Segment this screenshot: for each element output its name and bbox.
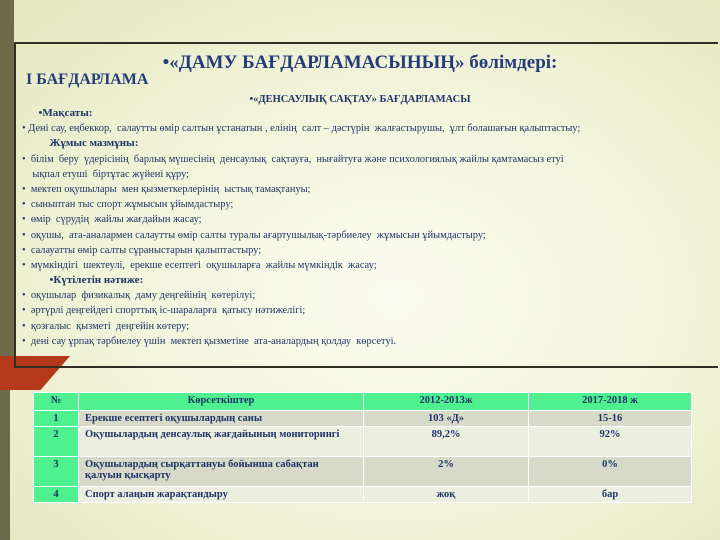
row-number: 4 (34, 487, 79, 503)
indicator-name: Оқушылардың денсаулық жағдайының мониторингі (79, 427, 364, 457)
table-header-row (34, 393, 692, 411)
value-2012-2013: 89,2% (364, 427, 529, 457)
list-item: • Дені сау, еңбеккор, салаутты өмір салтын ұстанатын , елінің салт – дәстүрін жалғастырушы, ұлт болашағын қалыптастыу; (22, 123, 581, 135)
value-2012-2013: 2% (364, 457, 529, 487)
col-2017-2018: 2017-2018 ж (529, 393, 692, 411)
section-heading: Жұмыс мазмұны: (22, 137, 139, 150)
section-heading: •Мақсаты: (22, 107, 93, 119)
list-item: • салауатты өмір салты сұраныстарын қалыптастыру; (22, 244, 262, 256)
program-text (22, 106, 580, 349)
list-item: • оқушы, ата-аналармен салаутты өмір салты туралы ағартушылық-тәрбиелеу жұмысын ұйымдастыру; (22, 229, 486, 241)
indicator-name: Спорт алаңын жарақтандыру (79, 487, 364, 503)
value-2012-2013: 103 «Д» (364, 411, 529, 427)
section-heading: •Күтілетін нәтиже: (22, 274, 144, 287)
list-item: • мектеп оқушылары мен қызметкерлерінің ыстық тамақтануы; (22, 183, 311, 195)
indicators-table (33, 392, 692, 503)
list-item: • өмір сүрудің жайлы жағдайын жасау; (22, 214, 202, 226)
row-number: 3 (34, 457, 79, 487)
value-2017-2018: 0% (529, 457, 692, 487)
row-number: 2 (34, 427, 79, 457)
list-item: • оқушылар физикалық даму деңгейінің көтерілуі; (22, 290, 256, 302)
indicator-name: Оқушылардың сырқаттануы бойынша сабақтан қалуын қысқарту (79, 457, 364, 487)
program-subtitle: •«ДЕНСАУЛЫҚ САҚТАУ» БАҒДАРЛАМАСЫ (249, 94, 471, 105)
decorative-strip-lower (0, 390, 10, 540)
value-2017-2018: бар (529, 487, 692, 503)
list-item: ықпал етуші біртұтас жүйені құру; (22, 168, 190, 180)
value-2017-2018: 15-16 (529, 411, 692, 427)
value-2017-2018: 92% (529, 427, 692, 457)
slide-title: •«ДАМУ БАҒДАРЛАМАСЫНЫҢ» бөлімдері: (162, 52, 558, 73)
program-heading: І БАҒДАРЛАМА (26, 71, 149, 88)
list-item: • мүмкіндігі шектеулі, ерекше есептегі оқушыларға жайлы мүмкіндік жасау; (22, 259, 377, 271)
list-item: • әртүрлі деңгейдегі спорттық іс-шараларға қатысу нәтижелігі; (22, 305, 306, 317)
table-row (34, 487, 692, 503)
list-item: • дені сау ұрпақ тәрбиелеу үшін мектеп қызметіне ата-аналардың қолдау көрсетуі. (22, 335, 397, 347)
list-item: • қозғалыс қызметі деңгейін көтеру; (22, 320, 190, 332)
indicator-name: Ерекше есептегі оқушылардың саны (79, 411, 364, 427)
value-2012-2013: жоқ (364, 487, 529, 503)
col-2012-2013: 2012-2013ж (364, 393, 529, 411)
list-item: • білім беру үдерісінің барлық мүшесінің денсаулық сақтауға, нығайтуға және психологиялық жайлы қамтамасыз етуі (22, 153, 564, 165)
col-number: № (34, 393, 79, 411)
col-indicators: Көрсеткіштер (79, 393, 364, 411)
list-item: • сыныптан тыс спорт жұмысын ұйымдастыру; (22, 199, 234, 211)
table-row (34, 457, 692, 487)
table-row (34, 411, 692, 427)
row-number: 1 (34, 411, 79, 427)
table-row (34, 427, 692, 457)
